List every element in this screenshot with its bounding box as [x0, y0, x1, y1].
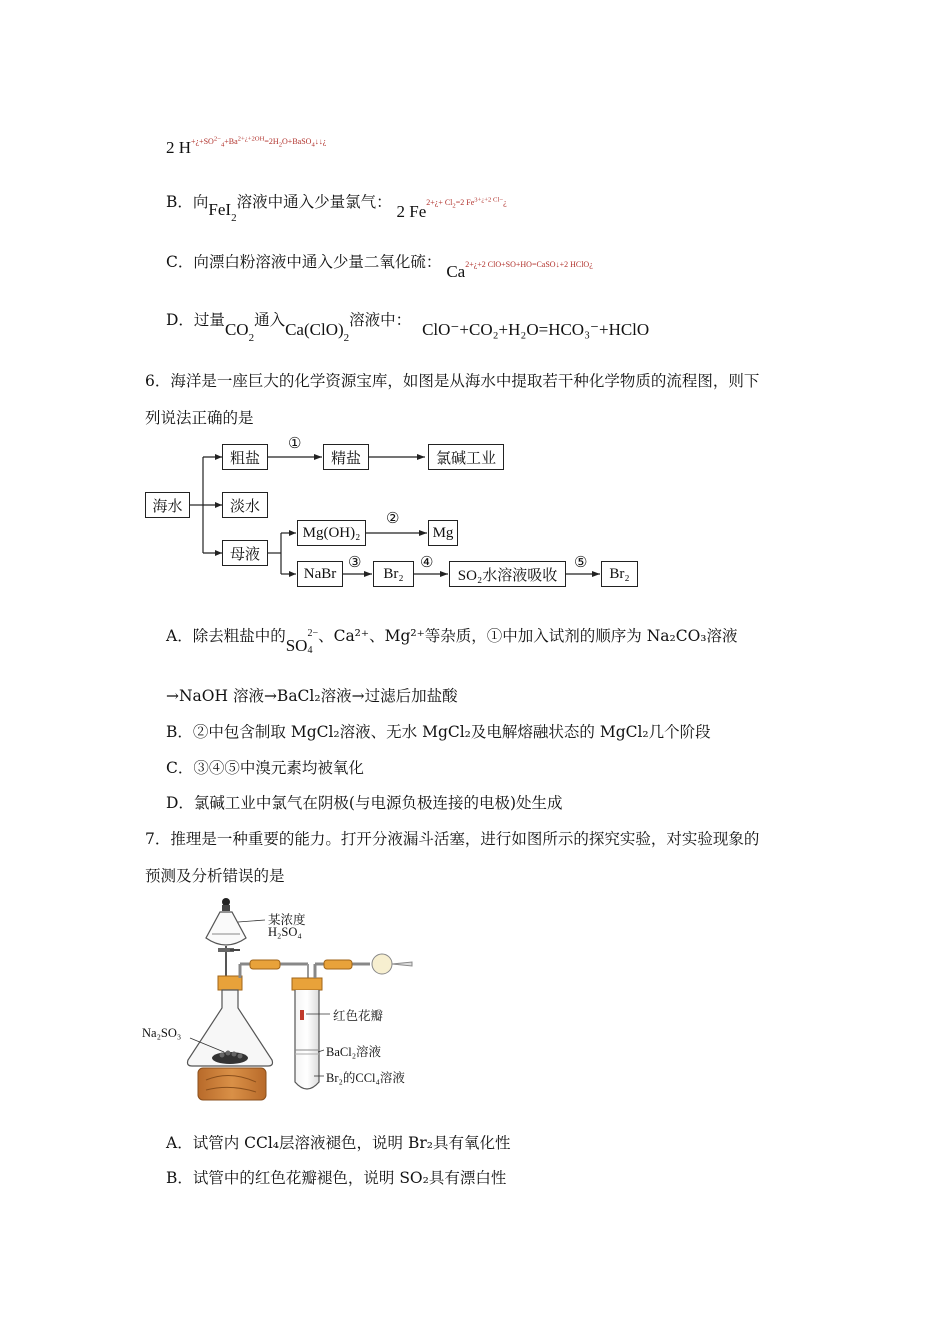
box-so2-absorb: SO₂水溶液吸收 [449, 561, 566, 587]
box-chlor-alkali: 氯碱工业 [428, 444, 504, 470]
br2-ccl4-label: Br₂的CCl₄溶液 [326, 1071, 405, 1085]
acid-label-line2: H₂SO₄ [268, 925, 302, 939]
box-mgoh2: Mg(OH)₂ [297, 520, 366, 546]
petal-label: 红色花瓣 [333, 1009, 384, 1023]
step-5-label: ⑤ [574, 553, 588, 571]
box-mg: Mg [428, 520, 458, 546]
q6-option-b: B．②中包含制取 MgCl₂溶液、无水 MgCl₂及电解熔融状态的 MgCl₂几个阶段 [166, 723, 711, 741]
q6-flow-diagram [0, 0, 950, 600]
box-nabr: NaBr [297, 561, 343, 587]
bacl2-label: BaCl₂溶液 [326, 1045, 382, 1059]
box-mother-liquor: 母液 [222, 540, 268, 566]
na2so3-label: Na₂SO₃ [142, 1026, 182, 1040]
q6-option-d: D．氯碱工业中氯气在阴极(与电源负极连接的电极)处生成 [166, 794, 563, 812]
q5-option-b: B．向FeI$_2$溶液中通入少量氯气： 2 Fe2+¿+ $Cl_2=2$ $Fe^{3+¿+2 Cl-}¿$ [166, 193, 507, 225]
acid-label-line1: 某浓度 [268, 913, 306, 927]
q5-a-formula [166, 135, 327, 158]
q7-stem-line1: 7．推理是一种重要的能力。打开分液漏斗活塞，进行如图所示的探究实验，对实验现象的 [145, 830, 760, 848]
q7-apparatus-figure [140, 890, 440, 1105]
box-fresh-water: 淡水 [222, 492, 268, 518]
q7-option-a: A．试管内 CCl₄层溶液褪色，说明 Br₂具有氧化性 [166, 1134, 511, 1152]
q7-option-b: B．试管中的红色花瓣褪色，说明 SO₂具有漂白性 [166, 1169, 507, 1187]
q6-option-c: C．③④⑤中溴元素均被氧化 [166, 759, 364, 777]
step-3-label: ③ [348, 553, 362, 571]
q6-option-a-line1: A．除去粗盐中的SO 2− 4 、Ca²⁺、Mg²⁺等杂质，①中加入试剂的顺序为 Na₂CO₃溶液 [166, 627, 738, 656]
flow-connectors [0, 0, 950, 600]
formula-tail: +¿+SO2−4+Ba2+¿+2OH=2H2O+BaSO4↓↓¿ [191, 135, 327, 149]
q6-stem-line2: 列说法正确的是 [145, 409, 254, 427]
box-fine-salt: 精盐 [323, 444, 369, 470]
q7-stem-line2: 预测及分析错误的是 [145, 867, 285, 885]
box-br2-second: Br₂ [601, 561, 638, 587]
box-br2-first: Br₂ [373, 561, 414, 587]
box-crude-salt: 粗盐 [222, 444, 268, 470]
box-seawater: 海水 [145, 492, 190, 518]
q5-option-d: D．过量$CO_2$通入$Ca(ClO)_2$溶液中： ClO⁻+CO₂+H₂O=HCO₃⁻+HClO [166, 311, 650, 345]
q6-option-a-line2: →NaOH 溶液→BaCl₂溶液→过滤后加盐酸 [166, 687, 458, 705]
step-2-label: ② [386, 509, 400, 527]
q6-stem-line1: 6．海洋是一座巨大的化学资源宝库，如图是从海水中提取若干种化学物质的流程图，则下 [145, 372, 760, 390]
step-1-label: ① [288, 434, 302, 452]
q5-option-c: C．向漂白粉溶液中通入少量二氧化硫： Ca2+¿+2 ClO+SO+HO=CaSO↓+2 HClO¿ [166, 253, 593, 281]
step-4-label: ④ [420, 553, 434, 571]
formula-main: 2 H [166, 138, 192, 157]
